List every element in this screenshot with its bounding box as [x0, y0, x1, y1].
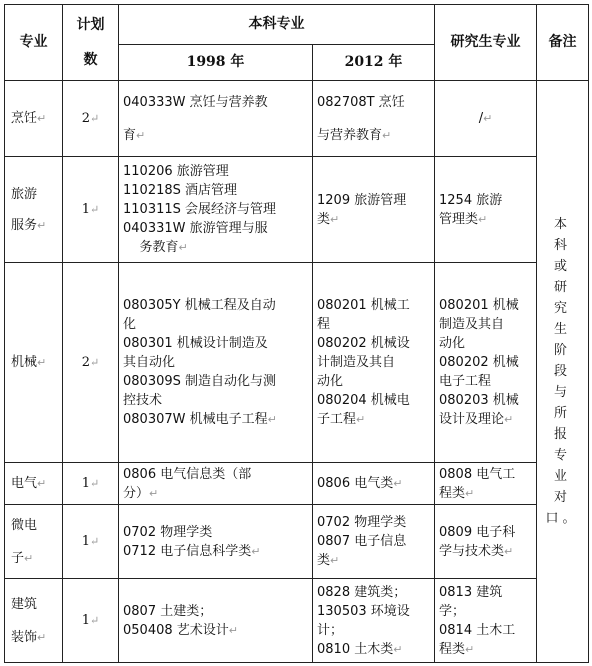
u2012-cell: 082708T 烹饪 与营养教育↵: [313, 81, 435, 157]
paragraph-mark-icon: ↵: [393, 642, 403, 656]
paragraph-mark-icon: ↵: [504, 544, 514, 558]
paragraph-mark-icon: ↵: [37, 477, 47, 490]
paragraph-mark-icon: ↵: [37, 356, 47, 369]
paragraph-mark-icon: ↵: [37, 630, 47, 644]
major-comparison-table: [4, 4, 589, 663]
major-cell: 旅游 服务↵: [5, 157, 63, 263]
u1998-cell: 0806 电气信息类（部 分）↵: [119, 463, 313, 505]
paragraph-mark-icon: ↵: [90, 356, 100, 369]
paragraph-mark-icon: ↵: [37, 112, 47, 125]
grad-cell: 0813 建筑 学； 0814 土木工 程类↵: [435, 579, 537, 663]
u2012-cell: 0702 物理学类 0807 电子信息 类↵: [313, 505, 435, 579]
header-remark: 备注: [537, 5, 589, 81]
paragraph-mark-icon: ↵: [465, 642, 475, 656]
table-row: [5, 263, 589, 463]
paragraph-mark-icon: ↵: [228, 623, 238, 637]
paragraph-mark-icon: ↵: [90, 477, 100, 490]
u2012-cell: 0806 电气类↵: [313, 463, 435, 505]
major-cell: 烹饪↵: [5, 81, 63, 157]
header-grad: 研究生专业: [435, 5, 537, 81]
count-cell: 1↵: [63, 463, 119, 505]
header-2012: 2012 年: [313, 45, 435, 81]
paragraph-mark-icon: ↵: [149, 486, 159, 500]
paragraph-mark-icon: ↵: [483, 112, 493, 125]
paragraph-mark-icon: ↵: [504, 413, 514, 426]
major-cell: 微电 子↵: [5, 505, 63, 579]
u1998-cell: 0702 物理学类 0712 电子信息科学类↵: [119, 505, 313, 579]
table-row: [5, 579, 589, 663]
table-row: [5, 81, 589, 157]
count-cell: 1↵: [63, 157, 119, 263]
table-row: [5, 505, 589, 579]
table-row: [5, 157, 589, 263]
u2012-cell: 1209 旅游管理 类↵: [313, 157, 435, 263]
paragraph-mark-icon: ↵: [37, 218, 47, 232]
paragraph-mark-icon: ↵: [90, 614, 100, 627]
u1998-cell: 040333W 烹饪与营养教 育↵: [119, 81, 313, 157]
paragraph-mark-icon: ↵: [178, 241, 188, 254]
paragraph-mark-icon: ↵: [90, 535, 100, 548]
u2012-cell: 080201 机械工 程 080202 机械设 计制造及其自 动化 080204 机械电 子工程↵: [313, 263, 435, 463]
paragraph-mark-icon: ↵: [356, 413, 366, 426]
count-cell: 1↵: [63, 505, 119, 579]
paragraph-mark-icon: ↵: [330, 554, 340, 567]
paragraph-mark-icon: ↵: [330, 212, 340, 226]
u1998-cell: 110206 旅游管理 110218S 酒店管理 110311S 会展经济与管理 040331W 旅游管理与服 务教育↵: [119, 157, 313, 263]
paragraph-mark-icon: ↵: [478, 212, 488, 226]
paragraph-mark-icon: ↵: [382, 128, 392, 142]
grad-cell: 1254 旅游 管理类↵: [435, 157, 537, 263]
paragraph-mark-icon: ↵: [90, 203, 100, 216]
remark-cell: 本 科 或 研 究 生 阶 段 与 所 报 专 业 对 口。: [537, 81, 589, 663]
header-1998: 1998 年: [119, 45, 313, 81]
u2012-cell: 0828 建筑类； 130503 环境设 计； 0810 土木类↵: [313, 579, 435, 663]
major-cell: 电气↵: [5, 463, 63, 505]
count-cell: 1↵: [63, 579, 119, 663]
paragraph-mark-icon: ↵: [393, 477, 403, 490]
paragraph-mark-icon: ↵: [24, 551, 34, 565]
paragraph-mark-icon: ↵: [267, 413, 277, 426]
table-row: [5, 463, 589, 505]
major-cell: 机械↵: [5, 263, 63, 463]
grad-cell: 0808 电气工 程类↵: [435, 463, 537, 505]
header-undergrad: 本科专业: [119, 5, 435, 45]
header-plan-count: 计划 数: [63, 5, 119, 81]
grad-cell: /↵: [435, 81, 537, 157]
header-major: 专业: [5, 5, 63, 81]
u1998-cell: 0807 土建类； 050408 艺术设计↵: [119, 579, 313, 663]
count-cell: 2↵: [63, 263, 119, 463]
paragraph-mark-icon: ↵: [251, 544, 261, 558]
grad-cell: 0809 电子科 学与技术类↵: [435, 505, 537, 579]
paragraph-mark-icon: ↵: [465, 486, 475, 500]
major-cell: 建筑 装饰↵: [5, 579, 63, 663]
count-cell: 2↵: [63, 81, 119, 157]
paragraph-mark-icon: ↵: [90, 112, 100, 125]
u1998-cell: 080305Y 机械工程及自动 化 080301 机械设计制造及 其自动化 080309S 制造自动化与测 控技术 080307W 机械电子工程↵: [119, 263, 313, 463]
grad-cell: 080201 机械 制造及其自 动化 080202 机械 电子工程 080203 机械 设计及理论↵: [435, 263, 537, 463]
paragraph-mark-icon: ↵: [136, 128, 146, 142]
